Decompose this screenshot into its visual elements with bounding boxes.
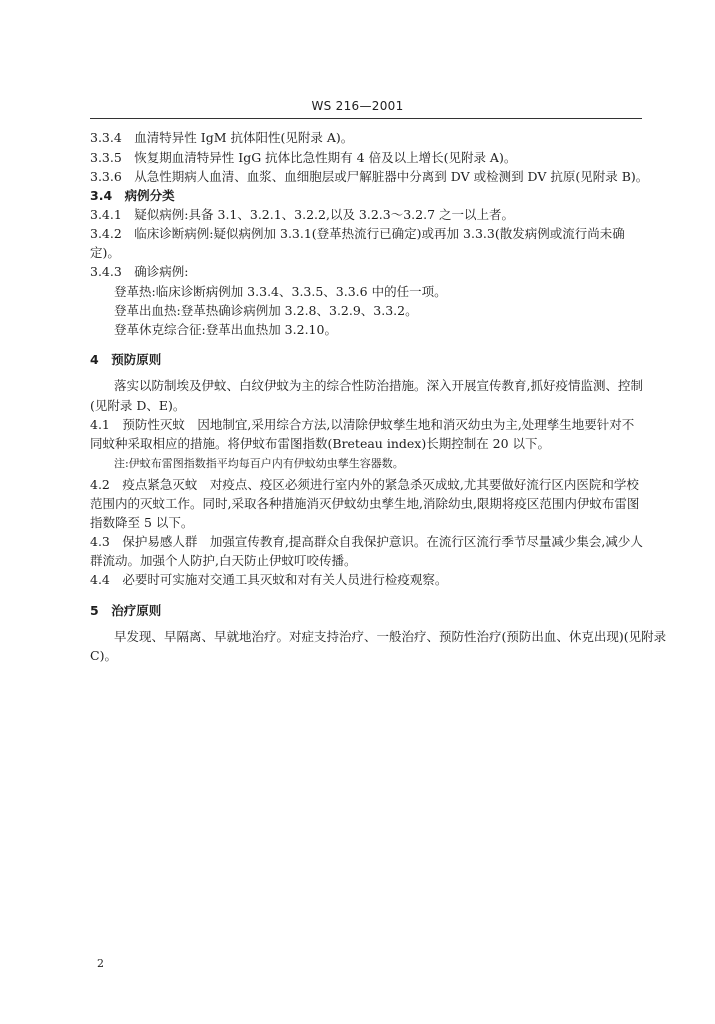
section-5-body: 早发现、早隔离、早就地治疗。对症支持治疗、一般治疗、预防性治疗(预防出血、休克出现)(见附录 <box>114 629 667 644</box>
clause-3-4-3-dengue: 登革热:临床诊断病例加 3.3.4、3.3.5、3.3.6 中的任一项。 <box>114 284 447 299</box>
clause-3-4-3: 3.4.3 确诊病例: <box>90 264 189 279</box>
clause-4-2-cont-1: 范围内的灭蚊工作。同时,采取各种措施消灭伊蚊幼虫孳生地,消除幼虫,限期将疫区范围内伊蚊布雷图 <box>90 496 640 511</box>
standard-code-header: WS 216—2001 <box>311 99 404 113</box>
section-4-intro-cont: (见附录 D、E)。 <box>90 398 186 413</box>
clause-3-3-5: 3.3.5 恢复期血清特异性 IgG 抗体比急性期有 4 倍及以上增长(见附录 A)。 <box>90 150 517 165</box>
clause-4-1-note: 注:伊蚊布雷图指数指平均每百户内有伊蚊幼虫孳生容器数。 <box>114 457 404 470</box>
clause-4-3-cont: 群流动。加强个人防护,白天防止伊蚊叮咬传播。 <box>90 553 357 568</box>
clause-3-3-4: 3.3.4 血清特异性 IgM 抗体阳性(见附录 A)。 <box>90 130 354 145</box>
page-number: 2 <box>97 957 104 970</box>
section-5-heading: 5 治疗原则 <box>90 603 162 618</box>
clause-3-4-3-dss: 登革休克综合征:登革出血热加 3.2.10。 <box>114 322 337 337</box>
clause-3-3-6: 3.3.6 从急性期病人血清、血浆、血细胞层或尸解脏器中分离到 DV 或检测到 DV 抗原(见附录 B)。 <box>90 169 649 184</box>
section-3-4-heading: 3.4 病例分类 <box>90 188 175 203</box>
header-rule <box>90 118 642 119</box>
clause-3-4-2: 3.4.2 临床诊断病例:疑似病例加 3.3.1(登革热流行已确定)或再加 3.3.3(散发病例或流行尚未确 <box>90 226 625 241</box>
section-5-body-cont: C)。 <box>90 648 117 663</box>
section-4-intro: 落实以防制埃及伊蚊、白纹伊蚊为主的综合性防治措施。深入开展宣传教育,抓好疫情监测、控制 <box>114 378 643 393</box>
clause-4-2-cont-2: 指数降至 5 以下。 <box>90 515 194 530</box>
clause-4-1: 4.1 预防性灭蚊 因地制宜,采用综合方法,以清除伊蚊孳生地和消灭幼虫为主,处理孳生地要针对不 <box>90 417 635 432</box>
clause-4-1-cont: 同蚊种采取相应的措施。将伊蚊布雷图指数(Breteau index)长期控制在 20 以下。 <box>90 436 551 451</box>
clause-3-4-1: 3.4.1 疑似病例:具备 3.1、3.2.1、3.2.2,以及 3.2.3～3.2.7 之一以上者。 <box>90 207 515 222</box>
clause-4-3: 4.3 保护易感人群 加强宣传教育,提高群众自我保护意识。在流行区流行季节尽量减少集会,减少人 <box>90 534 643 549</box>
clause-3-4-3-dhf: 登革出血热:登革热确诊病例加 3.2.8、3.2.9、3.3.2。 <box>114 303 418 318</box>
section-4-heading: 4 预防原则 <box>90 352 162 367</box>
clause-3-4-2-cont: 定)。 <box>90 245 120 260</box>
clause-4-2: 4.2 疫点紧急灭蚊 对疫点、疫区必须进行室内外的紧急杀灭成蚊,尤其要做好流行区内医院和学校 <box>90 477 639 492</box>
clause-4-4: 4.4 必要时可实施对交通工具灭蚊和对有关人员进行检疫观察。 <box>90 572 448 587</box>
